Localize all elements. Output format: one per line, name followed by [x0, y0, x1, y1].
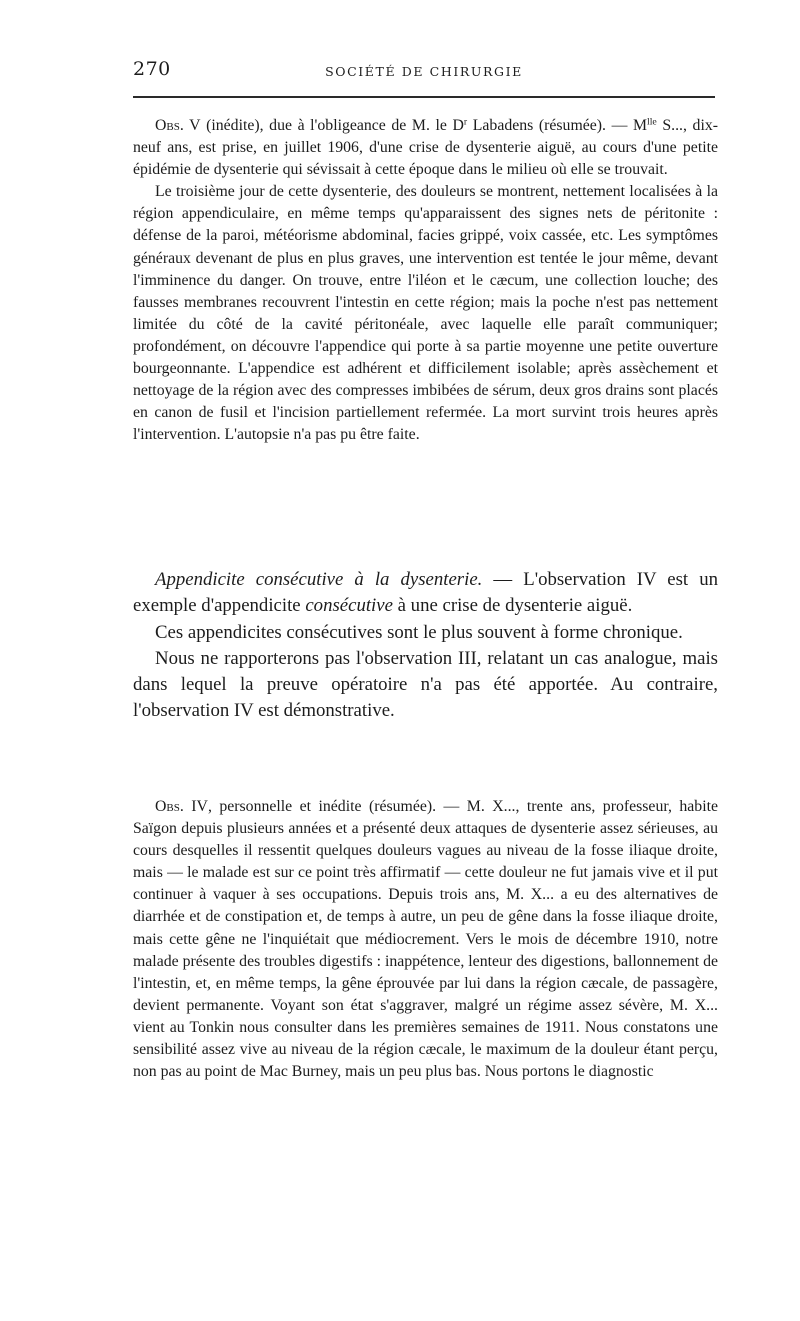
running-title: SOCIÉTÉ DE CHIRURGIE [325, 64, 523, 79]
obs5-label: Obs. V [155, 117, 201, 134]
section-paragraph-2: Ces appendicites consécutives sont le plus souvent à forme chronique. [155, 621, 683, 643]
section-appendicite [133, 567, 718, 725]
observation-4 [133, 796, 718, 1083]
observation-5 [133, 115, 718, 446]
obs5-text-a: (inédite), due à l'obligeance de M. le D [200, 117, 464, 134]
obs4-label: Obs. IV [155, 798, 208, 815]
section-paragraph-1 [133, 567, 718, 620]
header-rule [133, 96, 715, 98]
obs5-text-b: Labadens (résumée). — M [467, 117, 647, 134]
section-paragraph-3: Nous ne rapporterons pas l'observation III, relatant un cas analogue, mais dans lequel la preuve opératoire n'a pas été apportée. Au contraire, l'observation IV est démonstrative. [133, 647, 718, 722]
obs5-paragraph-2: Le troisième jour de cette dysenterie, des douleurs se montrent, nettement localisées à la région appendiculaire, en même temps qu'apparaissent des signes nets de péritonite : défense de la paroi, météorisme abdominal, facies grippé, voix cassée, etc. Les symptômes généraux devenant de plus en plus graves, une intervention est tentée le jour même, devant l'imminence du danger. On trouve, entre l'iléon et le cæcum, une collection louche; des fausses membranes recouvrent l'intestin en cette région; mais la poche n'est pas nettement limitée du côté de la cavité péritonéale, avec laquelle elle paraît communiquer; profondément, on découvre l'appendice qui porte à sa partie moyenne une petite ouverture bourgeonnante. L'appendice est adhérent et difficilement isolable; après assèchement et nettoyage de la région avec des compresses imbibées de sérum, deux gros drains sont placés en canon de fusil et l'incision partiellement refermée. La mort survint trois heures après l'intervention. L'autopsie n'a pas pu être faite. [133, 183, 718, 444]
obs5-sup-mlle: lle [647, 116, 657, 128]
obs5-sup-dr: r [463, 116, 468, 128]
section-text-b: à une crise de dysenterie aiguë. [392, 595, 633, 617]
page-header [133, 58, 715, 88]
section-italic-word: consécutive [305, 595, 393, 617]
obs4-text: , personnelle et inédite (résumée). — M. X..., trente ans, professeur, habite Saïgon depuis plusieurs années et a présenté deux attaques de dysenterie assez sérieuses, au cours desquelles il ressentit quelques douleurs vagues au niveau de la fosse iliaque droite, mais — le malade est sur ce point très affirmatif — cette douleur ne fut jamais vive et il put continuer à vaquer à ses occupations. Depuis trois ans, M. X... a eu des alternatives de diarrhée et de constipation et, de temps à autre, un peu de gêne dans la fosse iliaque droite, mais cette gêne ne l'inquiétait que médiocrement. Vers le mois de décembre 1910, notre malade présente des troubles digestifs : inappétence, lenteur des digestions, ballonnement de l'intestin, et, en même temps, la gêne éprouvée par lui dans la région cæcale, de passagère, devient permanente. Voyant son état s'aggraver, malgré un régime assez sévère, M. X... vient au Tonkin nous consulter dans les premières semaines de 1911. Nous constatons une sensibilité assez vive au niveau de la région cæcale, le maximum de la douleur étant perçu, non pas au point de Mac Burney, mais un peu plus bas. Nous portons le diagnostic [133, 798, 718, 1081]
obs4-paragraph-1 [133, 796, 718, 1083]
obs5-text-c: S..., dix-neuf ans, est prise, en juillet 1906, d'une crise de dysenterie aiguë, au cours d'une petite épidémie de dysenterie qui sévissait à cette époque dans le milieu où elle se trouvait. [133, 117, 718, 179]
obs5-paragraph-1 [133, 115, 718, 181]
page-number: 270 [133, 58, 171, 80]
section-text-a: — L'observation IV est un exemple d'appendicite [133, 569, 718, 617]
section-title: Appendicite consécutive à la dysenterie. [155, 569, 483, 590]
